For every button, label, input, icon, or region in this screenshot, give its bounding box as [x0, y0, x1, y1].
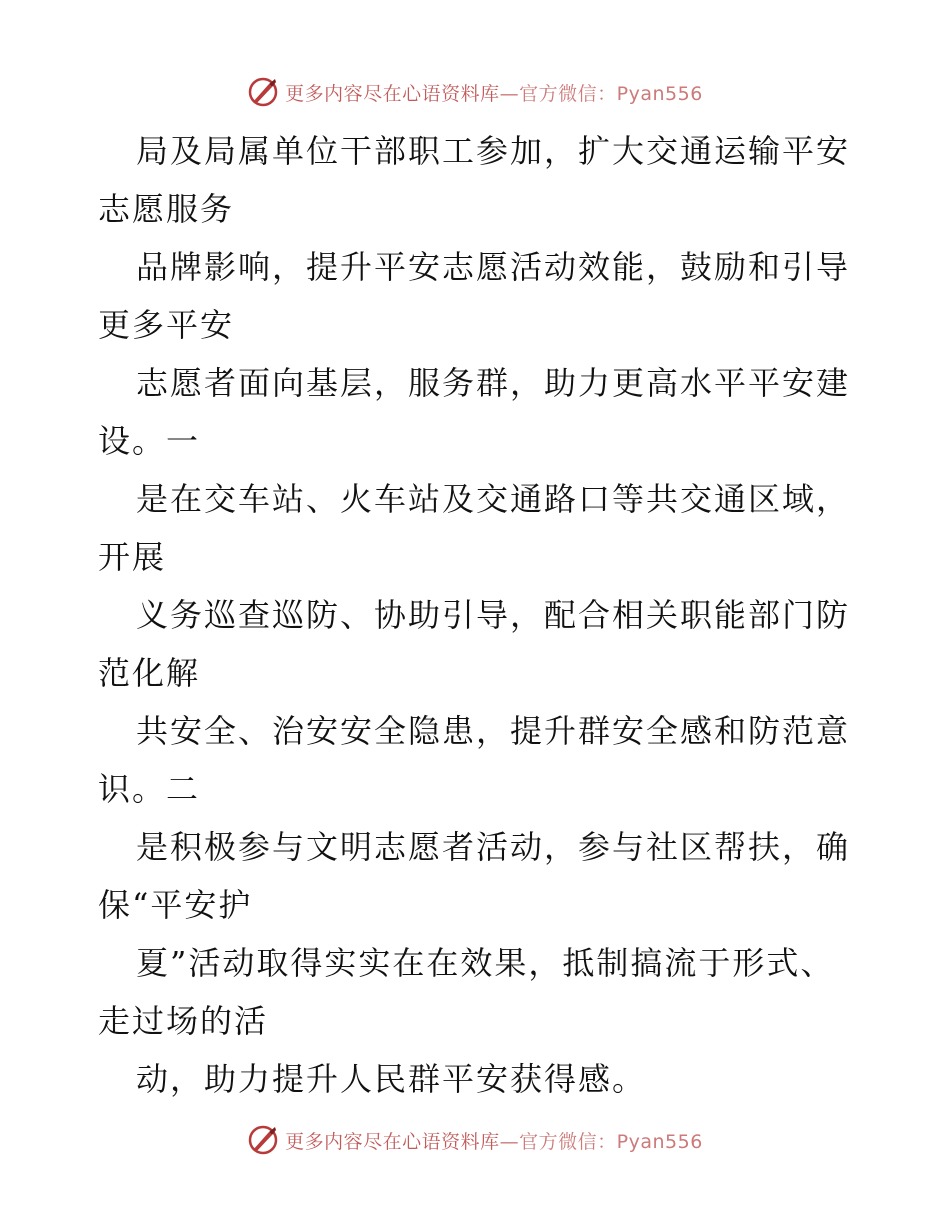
paragraph-line: 品牌影响，提升平安志愿活动效能，鼓励和引导 — [136, 248, 851, 286]
quill-logo-icon — [247, 76, 279, 108]
paragraph-line: 保“平安护 — [98, 886, 253, 924]
paragraph-line: 志愿服务 — [98, 190, 235, 228]
paragraph-line: 范化解 — [98, 654, 201, 692]
document-body — [98, 122, 858, 1108]
banner-wechat-text: —官方微信：Pyan556 — [499, 82, 703, 105]
banner-wechat-text: —官方微信：Pyan556 — [499, 1130, 703, 1153]
paragraph-line: 识。二 — [98, 770, 201, 808]
paragraph-line: 走过场的活 — [98, 1002, 269, 1040]
banner-main-text: 更多内容尽在心语资料库 — [285, 82, 500, 105]
paragraph-line: 是在交车站、火车站及交通路口等共交通区域， — [136, 480, 851, 518]
banner-text — [285, 1127, 703, 1154]
paragraph-line: 共安全、治安安全隐患，提升群安全感和防范意 — [136, 712, 851, 750]
banner-main-text: 更多内容尽在心语资料库 — [285, 1130, 500, 1153]
quill-logo-icon — [247, 1124, 279, 1156]
paragraph-line: 设。一 — [98, 422, 201, 460]
paragraph-line: 是积极参与文明志愿者活动，参与社区帮扶，确 — [136, 828, 851, 866]
paragraph-line: 志愿者面向基层，服务群，助力更高水平平安建 — [136, 364, 851, 402]
paragraph-line: 义务巡查巡防、协助引导，配合相关职能部门防 — [136, 596, 851, 634]
paragraph-line: 开展 — [98, 538, 167, 576]
paragraph-line: 夏”活动取得实实在在效果，抵制搞流于形式、 — [136, 944, 835, 982]
banner-text — [285, 79, 703, 106]
footer-banner — [0, 1120, 950, 1160]
paragraph-line: 更多平安 — [98, 306, 235, 344]
paragraph-line: 局及局属单位干部职工参加，扩大交通运输平安 — [136, 132, 851, 170]
header-banner — [0, 72, 950, 112]
paragraph-line: 动，助力提升人民群平安获得感。 — [136, 1060, 647, 1098]
